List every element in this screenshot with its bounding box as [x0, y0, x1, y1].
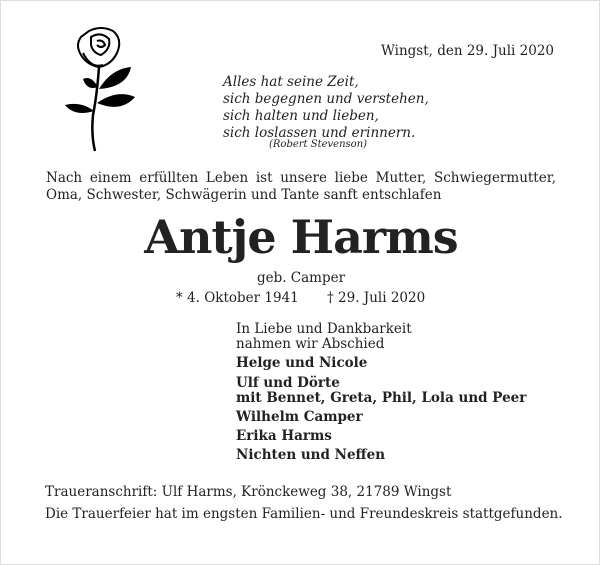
death-date: † 29. Juli 2020 [327, 290, 426, 306]
deceased-name: Antje Harms [144, 210, 458, 264]
birth-date: * 4. Oktober 1941 [176, 290, 299, 306]
mourner: Nichten und Neffen [236, 447, 386, 463]
poem-line: sich loslassen und erinnern. [223, 125, 416, 141]
ceremony-note: Die Trauerfeier hat im engsten Familien- und Freundeskreis stattgefunden. [45, 506, 563, 522]
poem-author: (Robert Stevenson) [269, 139, 368, 150]
poem-line: sich halten und lieben, [223, 108, 379, 124]
mourner: mit Bennet, Greta, Phil, Lola und Peer [236, 390, 527, 406]
mourner: Helge und Nicole [236, 355, 368, 371]
mourner: Wilhelm Camper [236, 409, 363, 425]
farewell-line: nahmen wir Abschied [236, 336, 385, 352]
rose-icon [61, 25, 141, 153]
poem-line: Alles hat seine Zeit, [223, 74, 359, 90]
maiden-name: geb. Camper [256, 270, 346, 286]
place-date: Wingst, den 29. Juli 2020 [381, 43, 554, 59]
mourner: Ulf und Dörte [236, 375, 340, 391]
farewell-line: In Liebe und Dankbarkeit [236, 321, 412, 337]
mourner: Erika Harms [236, 428, 332, 444]
mourning-address: Traueranschrift: Ulf Harms, Krönckeweg 38, 21789 Wingst [45, 484, 452, 500]
intro-text: Nach einem erfüllten Leben ist unsere liebe Mutter, Schwiegermutter, Oma, Schwester, Schwägerin und Tante sanft entschlafen [46, 170, 556, 203]
poem-line: sich begegnen und verstehen, [223, 91, 429, 107]
